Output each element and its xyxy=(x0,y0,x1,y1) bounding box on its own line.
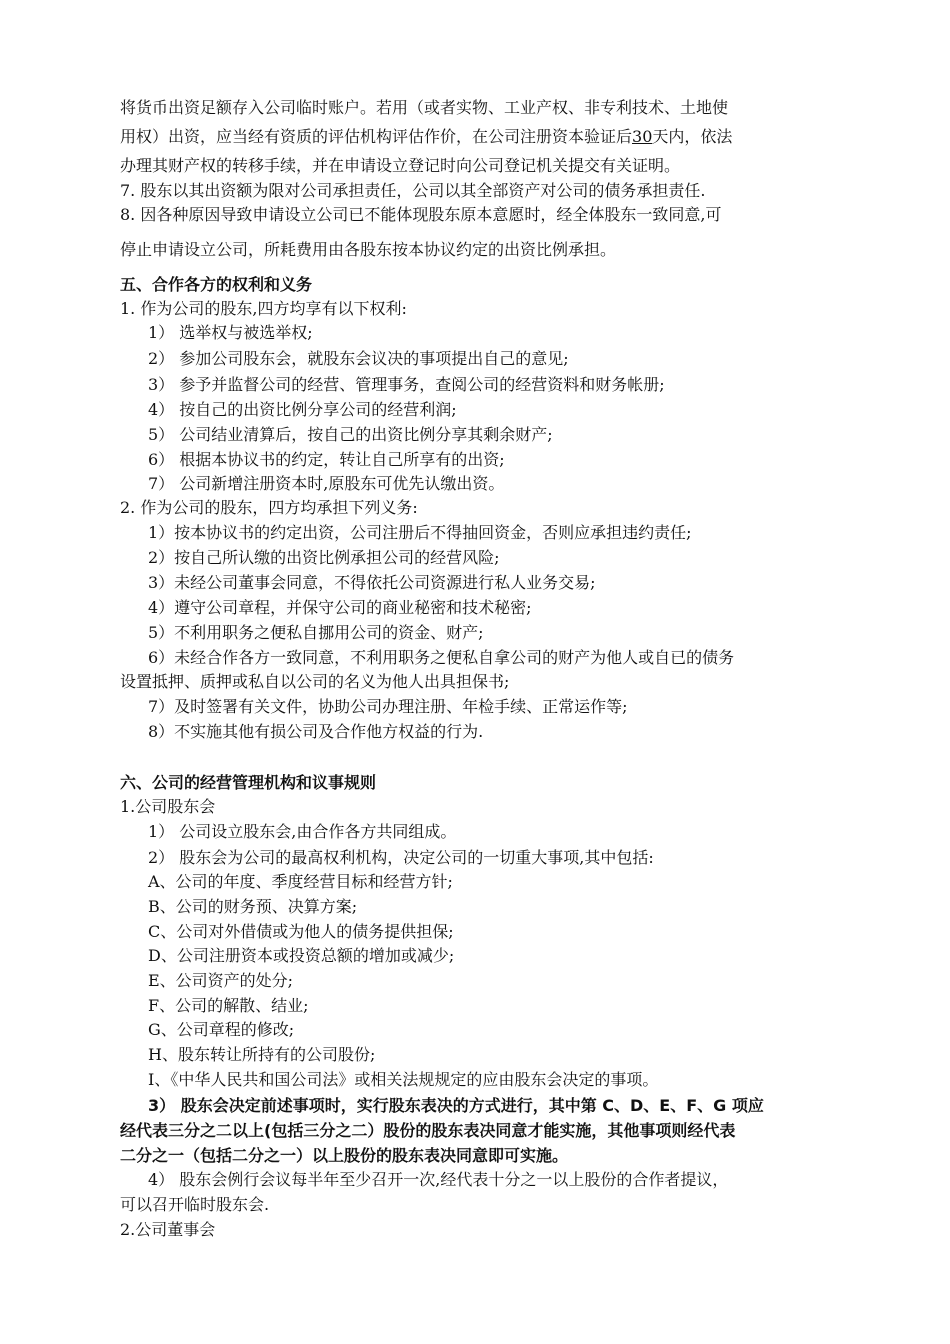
bold-clause: 二分之一（包括二分之一）以上股份的股东表决同意即可实施。 xyxy=(120,1146,569,1165)
list-item: D、公司注册资本或投资总额的增加或减少; xyxy=(148,946,455,965)
list-item: F、公司的解散、结业; xyxy=(148,996,309,1015)
subsection-heading: 1.公司股东会 xyxy=(120,797,216,816)
list-item: 7）及时签署有关文件，协助公司办理注册、年检手续、正常运作等; xyxy=(148,697,628,716)
list-item: 1） 公司设立股东会,由合作各方共同组成。 xyxy=(148,822,457,841)
list-item: 7） 公司新增注册资本时,原股东可优先认缴出资。 xyxy=(148,474,505,493)
text-segment: 天内，依法 xyxy=(652,127,733,146)
list-item: 3） 参予并监督公司的经营、管理事务，查阅公司的经营资料和财务帐册; xyxy=(148,375,665,394)
list-item: 4） 股东会例行会议每半年至少召开一次,经代表十分之一以上股份的合作者提议， xyxy=(148,1170,729,1189)
text-line: 办理其财产权的转移手续，并在申请设立登记时向公司登记机关提交有关证明。 xyxy=(120,156,681,175)
list-item: 8）不实施其他有损公司及合作他方权益的行为. xyxy=(148,722,484,741)
list-item: B、公司的财务预、决算方案; xyxy=(148,897,358,916)
list-item: 3）未经公司董事会同意，不得依托公司资源进行私人业务交易; xyxy=(148,573,596,592)
list-item: H、股东转让所持有的公司股份; xyxy=(148,1045,376,1064)
list-item: 4）遵守公司章程，并保守公司的商业秘密和技术秘密; xyxy=(148,598,532,617)
list-item: 5）不利用职务之便私自挪用公司的资金、财产; xyxy=(148,623,484,642)
list-item: A、公司的年度、季度经营目标和经营方针; xyxy=(148,872,453,891)
text-line xyxy=(120,127,732,147)
text-line: 7. 股东以其出资额为限对公司承担责任，公司以其全部资产对公司的债务承担责任. xyxy=(120,181,706,200)
list-item: G、公司章程的修改; xyxy=(148,1020,295,1039)
text-line: 8. 因各种原因导致申请设立公司已不能体现股东原本意愿时，经全体股东一致同意,可 xyxy=(120,205,722,224)
list-item: 1）按本协议书的约定出资，公司注册后不得抽回资金，否则应承担违约责任; xyxy=(148,523,692,542)
list-item: 6）未经合作各方一致同意，不利用职务之便私自拿公司的财产为他人或自已的债务 xyxy=(148,648,735,667)
list-item: 5） 公司结业清算后，按自己的出资比例分享其剩余财产; xyxy=(148,425,553,444)
text-segment: 用权）出资，应当经有资质的评估机构评估作价，在公司注册资本验证后 xyxy=(120,127,633,146)
text-line: 停止申请设立公司，所耗费用由各股东按本协议约定的出资比例承担。 xyxy=(120,240,617,259)
list-item: 2） 参加公司股东会，就股东会议决的事项提出自己的意见; xyxy=(148,349,569,368)
bold-clause: 3） 股东会决定前述事项时，实行股东表决的方式进行，其中第 C、D、E、F、G 项应 xyxy=(148,1096,764,1115)
list-item: 2） 股东会为公司的最高权利机构，决定公司的一切重大事项,其中包括: xyxy=(148,848,654,867)
list-item: 1） 选举权与被选举权; xyxy=(148,323,313,342)
list-item: C、公司对外借债或为他人的债务提供担保; xyxy=(148,922,454,941)
list-item: 2. 作为公司的股东，四方均承担下列义务: xyxy=(120,498,418,517)
list-item: 6） 根据本协议书的约定，转让自己所享有的出资; xyxy=(148,450,505,469)
text-line: 可以召开临时股东会. xyxy=(120,1195,270,1214)
text-line: 将货币出资足额存入公司临时账户。若用（或者实物、工业产权、非专利技术、土地使 xyxy=(120,98,729,117)
subsection-heading: 2.公司董事会 xyxy=(120,1220,216,1239)
section-heading: 六、公司的经营管理机构和议事规则 xyxy=(120,773,377,792)
list-item: 4） 按自己的出资比例分享公司的经营利润; xyxy=(148,400,457,419)
list-item: 2）按自己所认缴的出资比例承担公司的经营风险; xyxy=(148,548,500,567)
underlined-number: 30 xyxy=(632,127,653,146)
text-line: 设置抵押、质押或私自以公司的名义为他人出具担保书; xyxy=(120,672,510,691)
bold-clause: 经代表三分之二以上(包括三分之二）股份的股东表决同意才能实施，其他事项则经代表 xyxy=(120,1121,736,1140)
section-heading: 五、合作各方的权利和义务 xyxy=(120,275,313,294)
list-item: 1. 作为公司的股东,四方均享有以下权利: xyxy=(120,299,407,318)
list-item: I、《中华人民共和国公司法》或相关法规规定的应由股东会决定的事项。 xyxy=(148,1070,659,1089)
list-item: E、公司资产的处分; xyxy=(148,971,294,990)
